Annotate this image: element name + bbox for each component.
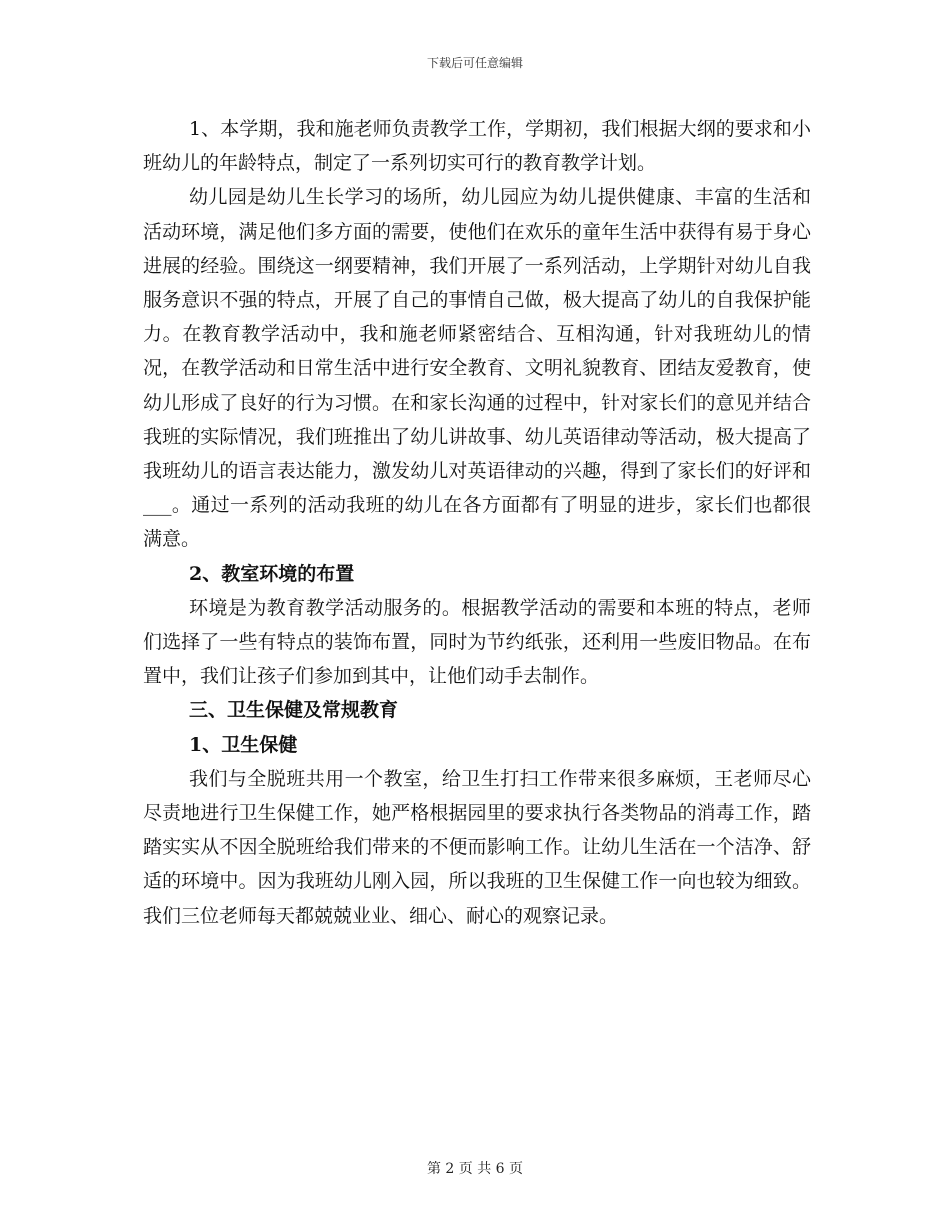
paragraph-hygiene: 我们与全脱班共用一个教室，给卫生打扫工作带来很多麻烦，王老师尽心尽责地进行卫生保健工作，她严格根据园里的要求执行各类物品的消毒工作，踏踏实实从不因全脱班给我们带来的不便而影响工作。让幼儿生活在一个洁净、舒适的环境中。因为我班幼儿刚入园，所以我班的卫生保健工作一向也较为细致。我们三位老师每天都兢兢业业、细心、耐心的观察记录。	[143, 767, 811, 927]
paragraph-teaching-plan: 1、本学期，我和施老师负责教学工作，学期初，我们根据大纲的要求和小班幼儿的年龄特点，制定了一系列切实可行的教育教学计划。	[143, 118, 811, 175]
paragraph-classroom-environment: 环境是为教育教学活动服务的。根据教学活动的需要和本班的特点，老师们选择了一些有特点的装饰布置，同时为节约纸张，还利用一些废旧物品。在布置中，我们让孩子们参加到其中，让他们动手去制作。	[143, 596, 811, 688]
page-number: 第 2 页 共 6 页	[426, 1161, 524, 1177]
page-header: 下载后可任意编辑	[426, 56, 523, 70]
paragraph-activities: 幼儿园是幼儿生长学习的场所，幼儿园应为幼儿提供健康、丰富的生活和活动环境，满足他们多方面的需要，使他们在欢乐的童年生活中获得有易于身心进展的经验。围绕这一纲要精神，我们开展了一系列活动，上学期针对幼儿自我服务意识不强的特点，开展了自己的事情自己做，极大提高了幼儿的自我保护能力。在教育教学活动中，我和施老师紧密结合、互相沟通，针对我班幼儿的情况，在教学活动和日常生活中进行安全教育、文明礼貌教育、团结友爱教育，使幼儿形成了良好的行为习惯。在和家长沟通的过程中，针对家长们的意见并结合我班的实际情况，我们班推出了幼儿讲故事、幼儿英语律动等活动，极大提高了我班幼儿的语言表达能力，激发幼儿对英语律动的兴趣，得到了家长们的好评和___。通过一系列的活动我班的幼儿在各方面都有了明显的进步，家长们也都很满意。	[143, 186, 811, 551]
document-body	[143, 112, 811, 933]
section-heading-classroom: 2、教室环境的布置	[189, 562, 355, 585]
section-heading-hygiene: 1、卫生保健	[189, 733, 298, 756]
section-heading-hygiene-routine: 三、卫生保健及常规教育	[189, 699, 399, 722]
